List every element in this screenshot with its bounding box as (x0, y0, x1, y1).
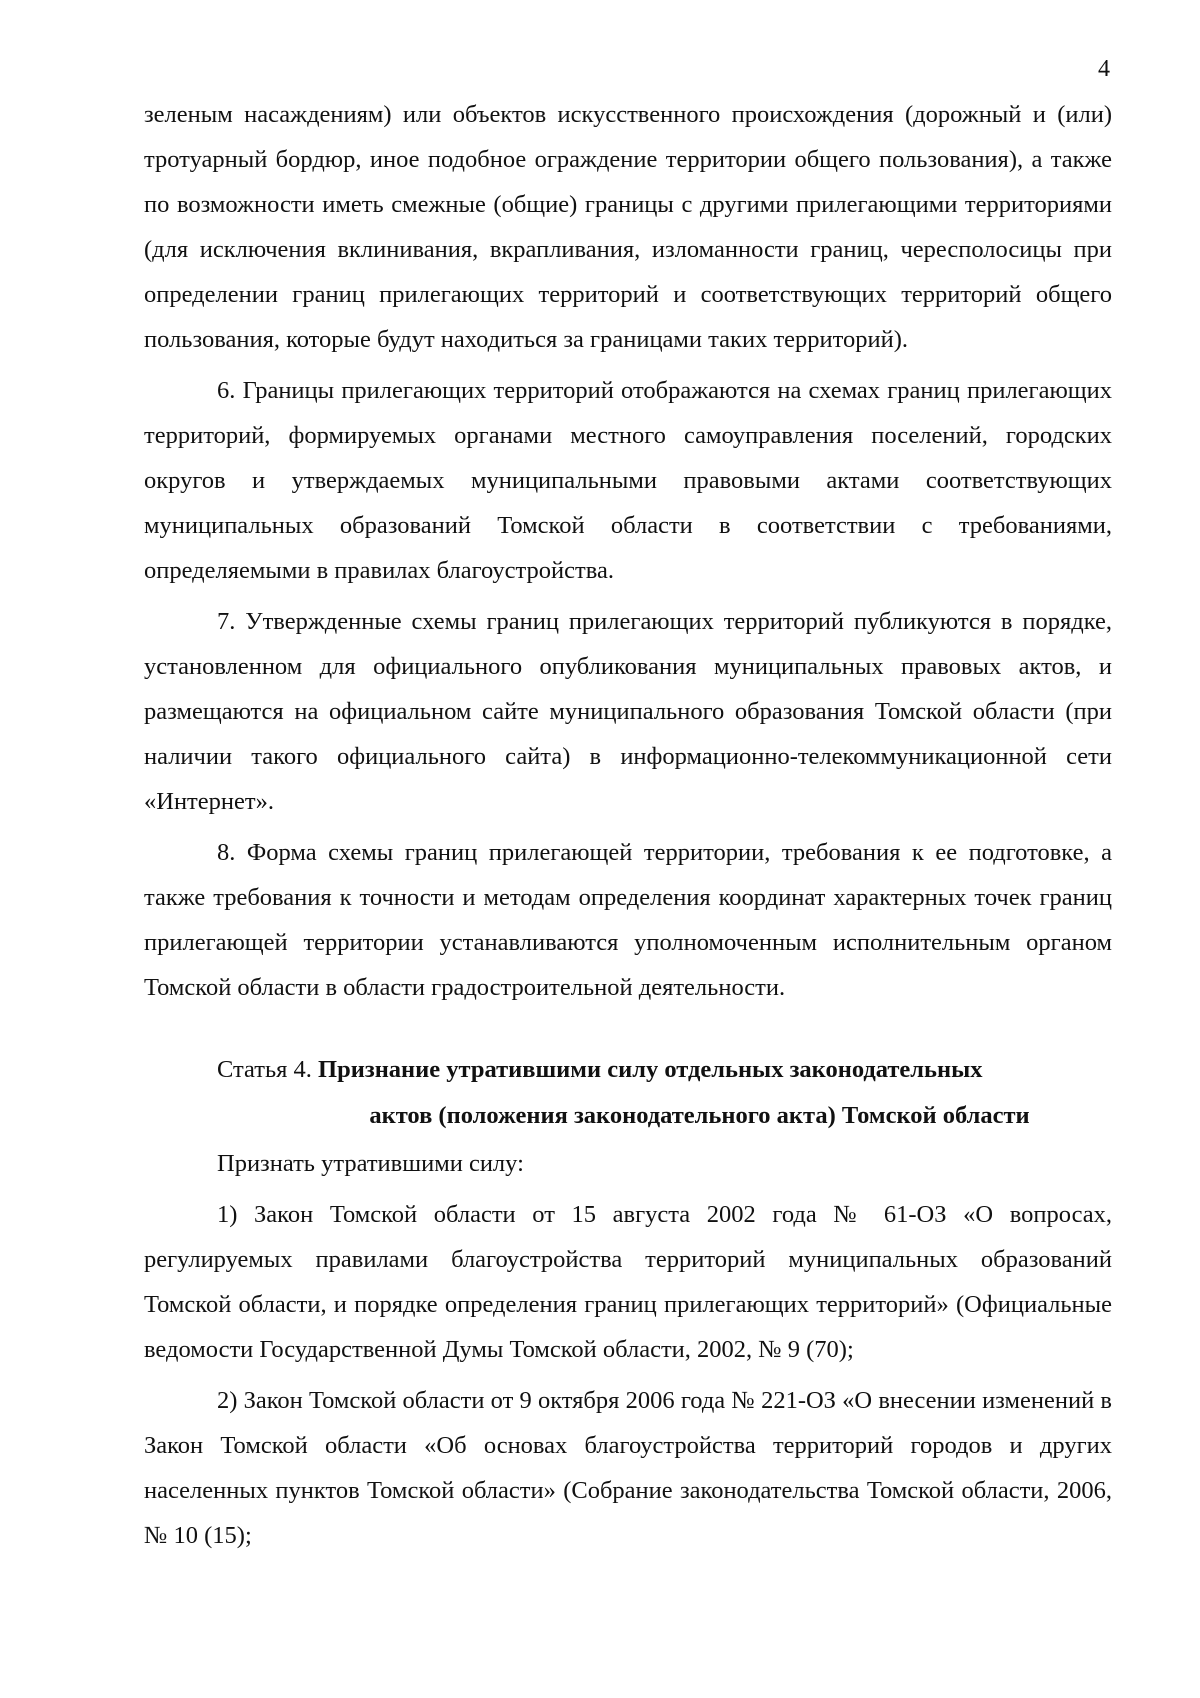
document-body (144, 92, 1112, 1558)
article-number: Статья 4. (217, 1056, 312, 1083)
article-title-part2: актов (положения законодательного акта) Томской области (369, 1102, 1030, 1129)
article-heading-line1 (217, 1047, 1112, 1093)
article-title-part1: Признание утратившими силу отдельных законодательных (318, 1056, 983, 1083)
paragraph-item-8: 8. Форма схемы границ прилегающей территории, требования к ее подготовке, а также требования к точности и методам определения координат характерных точек границ прилегающей территории устанавливаются уполномоченным исполнительным органом Томской области в области градостроительной деятельности. (144, 839, 1112, 1001)
paragraph-intro: Признать утратившими силу: (217, 1150, 524, 1177)
article-heading (144, 1047, 1112, 1139)
paragraph-sub-2: 2) Закон Томской области от 9 октября 2006 года № 221-ОЗ «О внесении изменений в Закон Томской области «Об основах благоустройства территорий городов и других населенных пунктов Томской области» (Собрание законодательства Томской области, 2006, № 10 (15); (144, 1387, 1112, 1549)
paragraph-continuation: зеленым насаждениям) или объектов искусственного происхождения (дорожный и (или) тротуарный бордюр, иное подобное ограждение территории общего пользования), а также по возможности иметь смежные (общие) границы с другими прилегающими территориями (для исключения вклинивания, вкрапливания, изломанности границ, чересполосицы при определении границ прилегающих территорий и соответствующих территорий общего пользования, которые будут находиться за границами таких территорий). (144, 101, 1112, 353)
page-number: 4 (1098, 56, 1110, 82)
paragraph-item-6: 6. Границы прилегающих территорий отображаются на схемах границ прилегающих территорий, формируемых органами местного самоуправления поселений, городских округов и утверждаемых муниципальными правовыми актами соответствующих муниципальных образований Томской области в соответствии с требованиями, определяемыми в правилах благоустройства. (144, 377, 1112, 584)
paragraph-sub-1: 1) Закон Томской области от 15 августа 2002 года № 61-ОЗ «О вопросах, регулируемых правилами благоустройства территорий муниципальных образований Томской области, и порядке определения границ прилегающих территорий» (Официальные ведомости Государственной Думы Томской области, 2002, № 9 (70); (144, 1201, 1112, 1363)
paragraph-item-7: 7. Утвержденные схемы границ прилегающих территорий публикуются в порядке, установленном для официального опубликования муниципальных правовых актов, и размещаются на официальном сайте муниципального образования Томской области (при наличии такого официального сайта) в информационно-телекоммуникационной сети «Интернет». (144, 608, 1112, 815)
